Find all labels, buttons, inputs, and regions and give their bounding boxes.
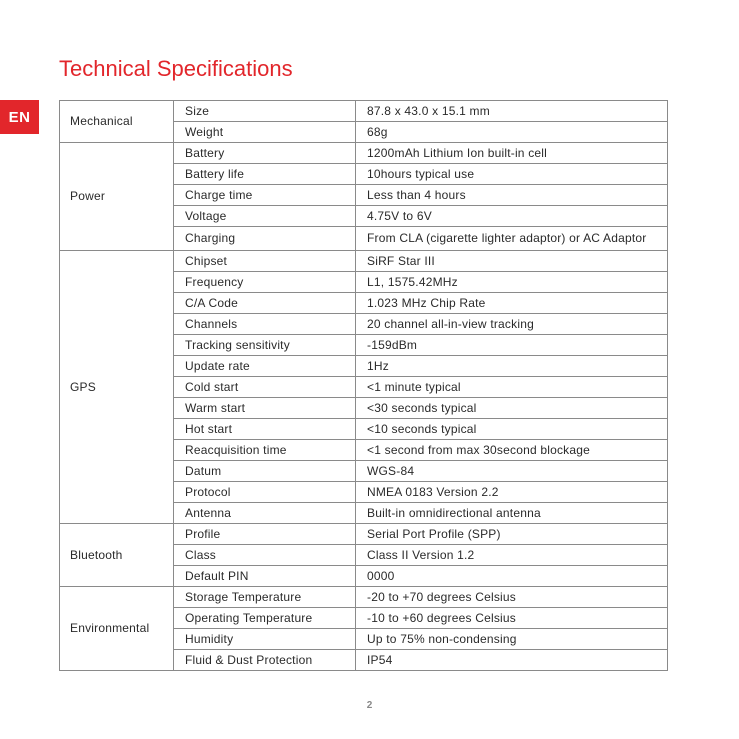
spec-value: 87.8 x 43.0 x 15.1 mm (356, 101, 668, 122)
spec-value: <10 seconds typical (356, 419, 668, 440)
spec-label: Charge time (174, 185, 356, 206)
spec-value: Built-in omnidirectional antenna (356, 503, 668, 524)
spec-value: WGS-84 (356, 461, 668, 482)
spec-value: 1200mAh Lithium Ion built-in cell (356, 143, 668, 164)
spec-value: 10hours typical use (356, 164, 668, 185)
spec-value: NMEA 0183 Version 2.2 (356, 482, 668, 503)
spec-group-name: GPS (60, 251, 174, 524)
spec-label: Storage Temperature (174, 587, 356, 608)
spec-row (60, 587, 668, 608)
spec-label: Battery (174, 143, 356, 164)
spec-row (60, 251, 668, 272)
spec-value: Up to 75% non-condensing (356, 629, 668, 650)
spec-table (59, 100, 668, 671)
spec-row (60, 143, 668, 164)
spec-value: From CLA (cigarette lighter adaptor) or AC Adaptor (356, 227, 668, 251)
spec-label: Humidity (174, 629, 356, 650)
spec-row (60, 101, 668, 122)
spec-value: <1 second from max 30second blockage (356, 440, 668, 461)
spec-label: Class (174, 545, 356, 566)
spec-label: Frequency (174, 272, 356, 293)
spec-label: Protocol (174, 482, 356, 503)
spec-value: 4.75V to 6V (356, 206, 668, 227)
spec-label: Profile (174, 524, 356, 545)
spec-label: Fluid & Dust Protection (174, 650, 356, 671)
spec-row (60, 524, 668, 545)
spec-label: Update rate (174, 356, 356, 377)
spec-label: Chipset (174, 251, 356, 272)
spec-label: Charging (174, 227, 356, 251)
spec-value: 1.023 MHz Chip Rate (356, 293, 668, 314)
spec-label: C/A Code (174, 293, 356, 314)
spec-label: Default PIN (174, 566, 356, 587)
spec-value: -10 to +60 degrees Celsius (356, 608, 668, 629)
spec-value: -159dBm (356, 335, 668, 356)
spec-value: 68g (356, 122, 668, 143)
spec-label: Operating Temperature (174, 608, 356, 629)
page-number: 2 (366, 700, 373, 711)
page-title: Technical Specifications (59, 56, 293, 81)
spec-group-name: Mechanical (60, 101, 174, 143)
spec-value: <30 seconds typical (356, 398, 668, 419)
spec-label: Size (174, 101, 356, 122)
spec-value: IP54 (356, 650, 668, 671)
spec-group-name: Bluetooth (60, 524, 174, 587)
spec-value: Serial Port Profile (SPP) (356, 524, 668, 545)
spec-value: Less than 4 hours (356, 185, 668, 206)
spec-label: Cold start (174, 377, 356, 398)
spec-label: Antenna (174, 503, 356, 524)
spec-label: Tracking sensitivity (174, 335, 356, 356)
spec-label: Datum (174, 461, 356, 482)
spec-value: 20 channel all-in-view tracking (356, 314, 668, 335)
spec-label: Warm start (174, 398, 356, 419)
language-tab: EN (0, 100, 39, 134)
spec-label: Hot start (174, 419, 356, 440)
spec-value: -20 to +70 degrees Celsius (356, 587, 668, 608)
spec-group-name: Power (60, 143, 174, 251)
spec-group-name: Environmental (60, 587, 174, 671)
spec-label: Battery life (174, 164, 356, 185)
spec-value: <1 minute typical (356, 377, 668, 398)
spec-label: Voltage (174, 206, 356, 227)
spec-label: Weight (174, 122, 356, 143)
spec-value: SiRF Star III (356, 251, 668, 272)
spec-value: 0000 (356, 566, 668, 587)
spec-value: 1Hz (356, 356, 668, 377)
spec-value: L1, 1575.42MHz (356, 272, 668, 293)
spec-value: Class II Version 1.2 (356, 545, 668, 566)
spec-label: Channels (174, 314, 356, 335)
spec-label: Reacquisition time (174, 440, 356, 461)
